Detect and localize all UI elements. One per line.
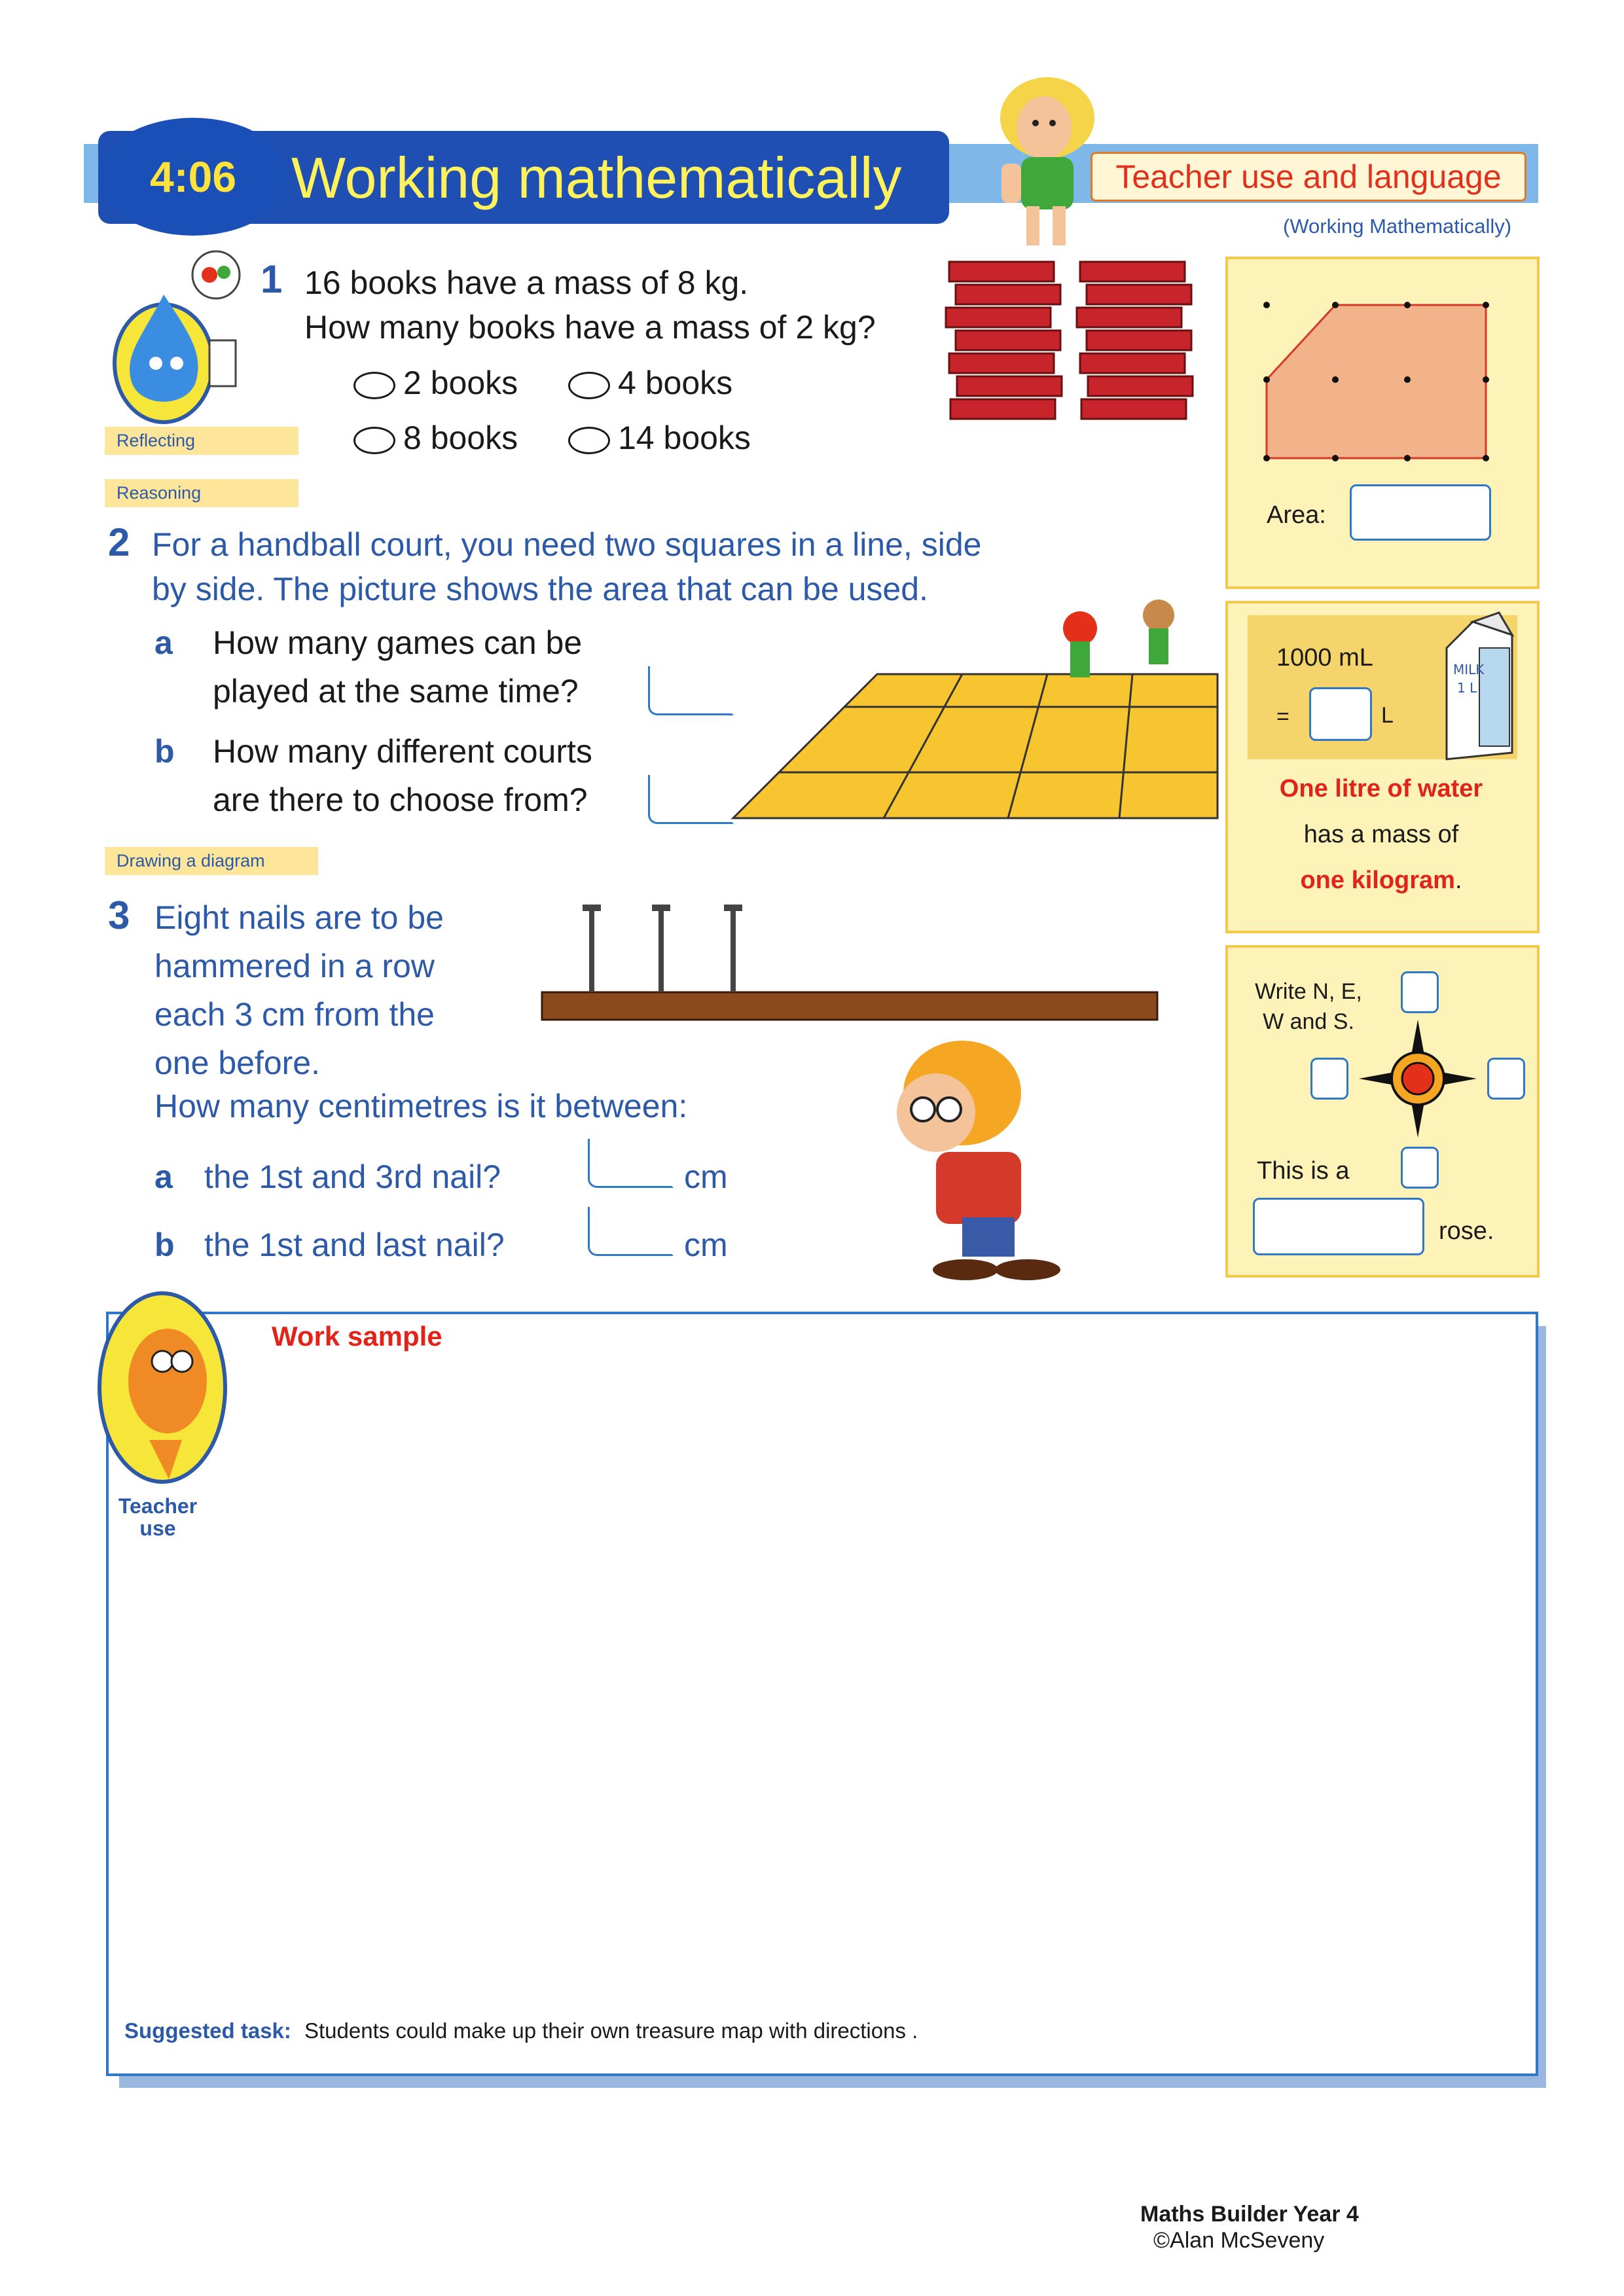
answer-3b-input[interactable] — [588, 1207, 674, 1256]
compass-east-input[interactable] — [1487, 1058, 1525, 1100]
question-2a-letter: a — [154, 624, 173, 661]
compass-rose-icon — [1352, 1013, 1483, 1144]
litres-unit: L — [1381, 703, 1394, 728]
answer-3a-input[interactable] — [588, 1139, 674, 1188]
area-answer-input[interactable] — [1350, 484, 1491, 541]
answer-2a-input[interactable] — [648, 666, 734, 715]
radio-option-icon[interactable] — [568, 372, 610, 399]
question-2b-line-1: How many different courts — [213, 733, 592, 770]
rose-name-input[interactable] — [1253, 1198, 1424, 1255]
skill-tag-reasoning: Reasoning — [105, 479, 298, 507]
teacher-use-tag: Teacher use and language — [1091, 152, 1526, 202]
skill-tag-reflecting: Reflecting — [105, 427, 298, 455]
suggested-task-label: Suggested task: — [124, 2018, 291, 2043]
carton-label-volume: 1 L — [1457, 680, 1477, 696]
teacher-use-caption-line-1: Teacher — [118, 1494, 198, 1518]
teacher-use-caption-line-2: use — [139, 1516, 176, 1540]
question-2-number: 2 — [108, 520, 130, 564]
compass-north-input[interactable] — [1401, 971, 1439, 1013]
question-2-line-1: For a handball court, you need two squares in a line, side — [152, 526, 982, 563]
question-3b-text: the 1st and last nail? — [204, 1227, 505, 1263]
litres-answer-input[interactable] — [1309, 687, 1372, 741]
this-is-a-label: This is a — [1257, 1157, 1350, 1185]
rose-label: rose. — [1439, 1217, 1494, 1245]
question-3-line-1: Eight nails are to be — [154, 899, 444, 936]
question-3a-text: the 1st and 3rd nail? — [204, 1158, 501, 1195]
radio-option-icon[interactable] — [353, 372, 395, 399]
unit-cm-3b: cm — [684, 1227, 728, 1263]
fact-line-2: has a mass of — [1303, 821, 1459, 848]
question-3-line-2: hammered in a row — [154, 948, 435, 984]
question-3-line-4: one before. — [154, 1045, 320, 1081]
fish-mascot-illustration — [90, 1283, 234, 1505]
option-14-books[interactable]: 14 books — [568, 419, 751, 457]
milk-carton-illustration — [1427, 609, 1519, 772]
question-3-line-5: How many centimetres is it between: — [154, 1088, 688, 1124]
option-8-books[interactable]: 8 books — [353, 419, 518, 457]
radio-option-icon[interactable] — [353, 427, 395, 454]
work-sample-area[interactable] — [106, 1312, 1538, 2076]
question-3b-letter: b — [154, 1227, 175, 1263]
question-2a-line-2: played at the same time? — [213, 673, 579, 709]
equals-sign: = — [1276, 704, 1290, 729]
question-3-number: 3 — [108, 893, 130, 937]
question-1-line-2: How many books have a mass of 2 kg? — [304, 309, 876, 346]
question-2b-line-2: are there to choose from? — [213, 781, 588, 818]
water-drop-mascot-illustration — [85, 249, 255, 425]
book-stacks-illustration — [936, 249, 1211, 445]
fact-period: . — [1454, 867, 1462, 894]
footer-book-title: Maths Builder Year 4 — [1140, 2202, 1359, 2227]
question-3-line-3: each 3 cm from the — [154, 996, 435, 1033]
suggested-task-text: Students could make up their own treasure map with directions . — [304, 2018, 918, 2043]
thinking-girl-illustration — [975, 72, 1106, 255]
question-2a-line-1: How many games can be — [213, 624, 583, 661]
builder-boy-illustration — [851, 1034, 1100, 1283]
work-sample-label: Work sample — [272, 1321, 442, 1352]
question-3a-letter: a — [154, 1158, 173, 1195]
page-title: Working mathematically — [291, 145, 902, 210]
area-label: Area: — [1267, 501, 1326, 529]
radio-option-icon[interactable] — [568, 427, 610, 454]
skill-tag-drawing: Drawing a diagram — [105, 847, 318, 875]
millilitres-label: 1000 mL — [1276, 644, 1373, 672]
lesson-number: 4:06 — [149, 152, 237, 201]
compass-instruction-line-2: W and S. — [1263, 1009, 1354, 1034]
compass-south-input[interactable] — [1401, 1147, 1439, 1189]
fact-line-3 — [1244, 867, 1519, 895]
question-1-number: 1 — [261, 257, 283, 301]
option-4-books[interactable]: 4 books — [568, 364, 732, 402]
compass-instruction-line-1: Write N, E, — [1255, 979, 1362, 1004]
dot-grid-area-shape — [1244, 281, 1519, 478]
teacher-use-caption — [115, 1495, 200, 1539]
footer-copyright: ©Alan McSeveny — [1153, 2228, 1325, 2253]
fact-kilogram: one kilogram — [1300, 867, 1455, 894]
question-2-line-2: by side. The picture shows the area that can be used. — [152, 571, 928, 607]
option-2-books[interactable]: 2 books — [353, 364, 518, 402]
compass-west-input[interactable] — [1310, 1058, 1348, 1100]
unit-cm-3a: cm — [684, 1158, 728, 1195]
answer-2b-input[interactable] — [648, 775, 734, 824]
carton-label-milk: MILK — [1453, 662, 1485, 677]
question-2b-letter: b — [154, 733, 175, 770]
nails-on-plank-illustration — [537, 897, 1165, 1028]
strand-label: (Working Mathematically) — [1283, 215, 1512, 238]
question-1-line-1: 16 books have a mass of 8 kg. — [304, 264, 749, 301]
handball-court-grid-illustration — [727, 576, 1224, 825]
fact-line-1: One litre of water — [1279, 775, 1483, 802]
